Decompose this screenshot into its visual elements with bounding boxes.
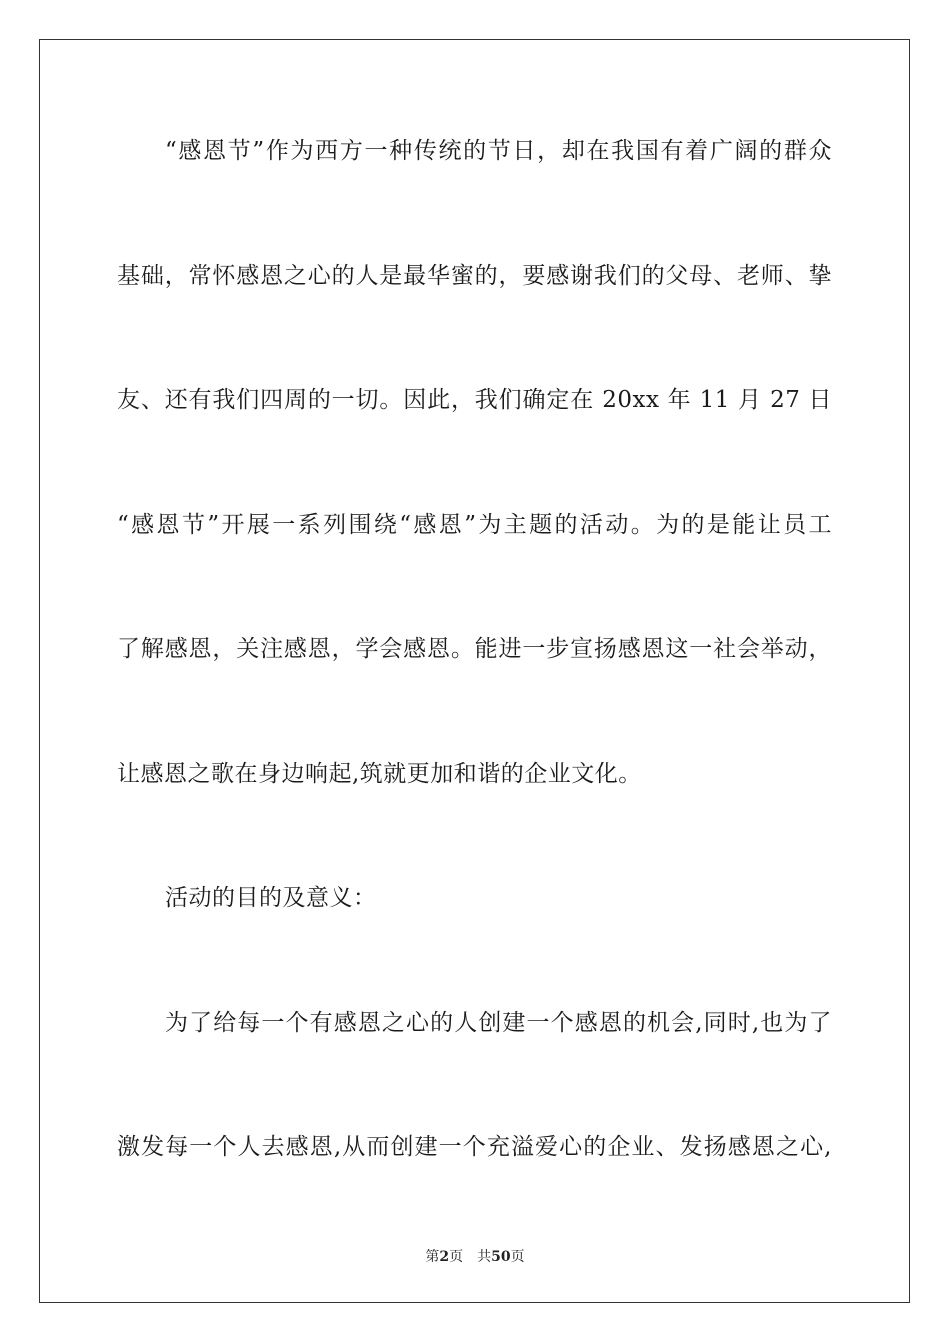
section-heading: 活动的目的及意义： [165, 885, 377, 911]
page-footer [0, 1248, 950, 1266]
paragraph-line-7: 为了给每一个有感恩之心的人创建一个感恩的机会,同时,也为了 [165, 1010, 832, 1036]
paragraph-line-8: 激发每一个人去感恩,从而创建一个充溢爱心的企业、发扬感恩之心, [117, 1134, 832, 1160]
footer-total-prefix: 共 [477, 1249, 492, 1265]
paragraph-line-4: “感恩节”开展一系列围绕“感恩”为主题的活动。为的是能让员工 [117, 512, 832, 538]
page-border [39, 39, 910, 1303]
paragraph-line-3: 友、还有我们四周的一切。因此，我们确定在 20xx 年 11 月 27 日 [117, 387, 832, 413]
footer-page-number: 2 [439, 1249, 450, 1265]
footer-total-pages: 50 [491, 1249, 511, 1265]
footer-page-suffix: 页 [449, 1249, 464, 1265]
paragraph-line-2: 基础，常怀感恩之心的人是最华蜜的，要感谢我们的父母、老师、挚 [117, 263, 832, 289]
paragraph-line-1: “感恩节”作为西方一种传统的节日，却在我国有着广阔的群众 [165, 138, 832, 164]
paragraph-line-5: 了解感恩，关注感恩，学会感恩。能进一步宣扬感恩这一社会举动， [117, 636, 832, 662]
footer-page-prefix: 第 [425, 1249, 440, 1265]
footer-total-suffix: 页 [510, 1249, 525, 1265]
paragraph-line-6: 让感恩之歌在身边响起,筑就更加和谐的企业文化。 [117, 761, 642, 787]
